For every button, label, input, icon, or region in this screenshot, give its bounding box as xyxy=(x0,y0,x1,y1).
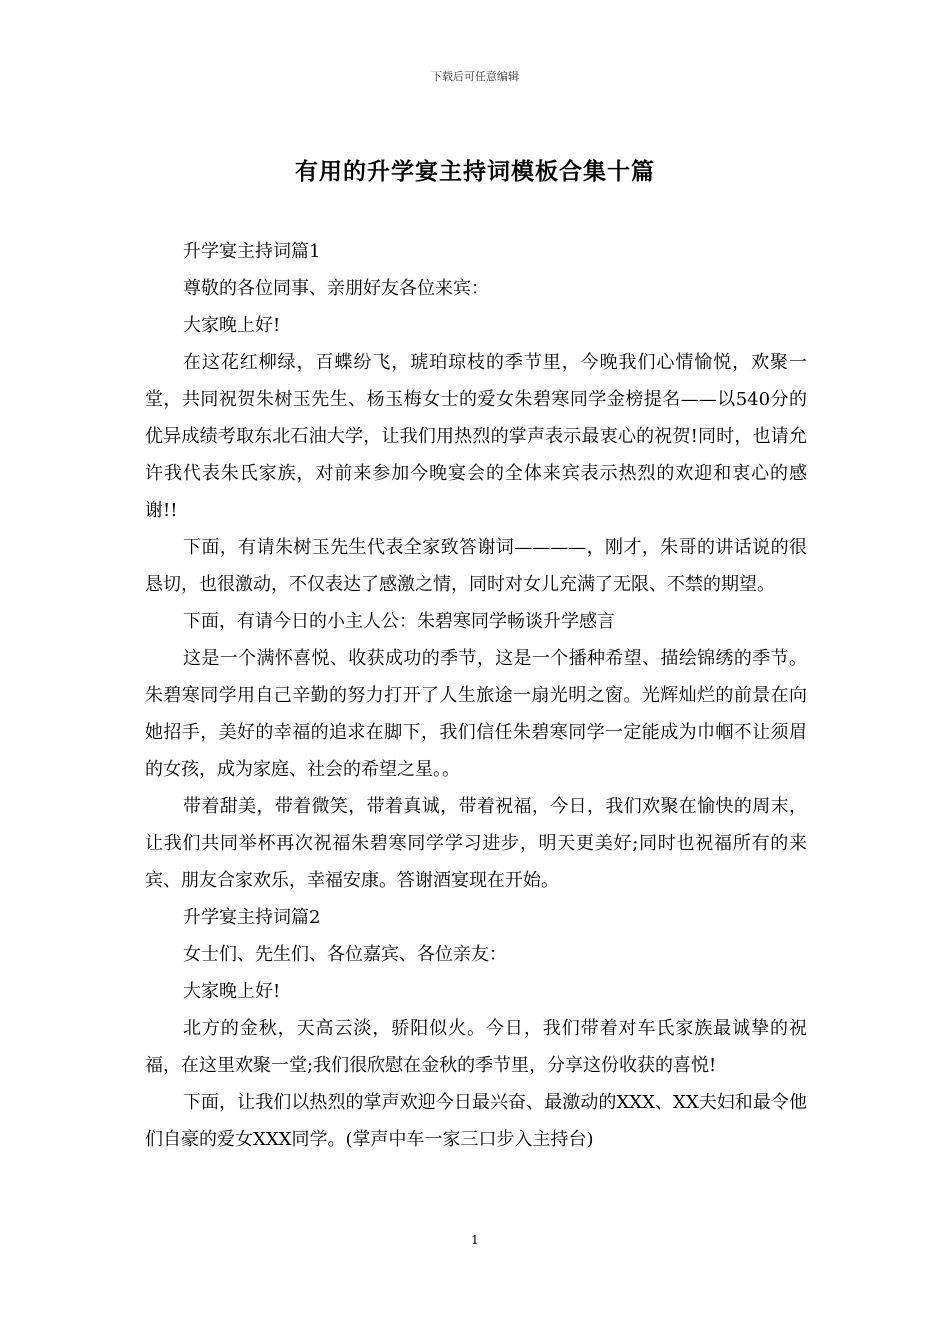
body-paragraph: 下面，有请今日的小主人公：朱碧寒同学畅谈升学感言 xyxy=(183,611,615,632)
body-paragraph: 下面，有请朱树玉先生代表全家致答谢词————，刚才，朱哥的讲话说的很恳切，也很激动，不仅表达了感激之情，同时对女儿充满了无限、不禁的期望。 xyxy=(145,537,807,595)
document-title: 有用的升学宴主持词模板合集十篇 xyxy=(295,159,655,185)
section-heading-2: 升学宴主持词篇2 xyxy=(183,907,321,928)
document-body xyxy=(145,233,807,1158)
greeting-paragraph: 大家晚上好! xyxy=(183,315,281,336)
body-paragraph: 带着甜美，带着微笑，带着真诚，带着祝福，今日，我们欢聚在愉快的周末，让我们共同举杯再次祝福朱碧寒同学学习进步，明天更美好;同时也祝福所有的来宾、朋友合家欢乐，幸福安康。答谢酒宴现在开始。 xyxy=(145,796,807,891)
body-paragraph: 在这花红柳绿，百蝶纷飞，琥珀琼枝的季节里，今晚我们心情愉悦，欢聚一堂，共同祝贺朱树玉先生、杨玉梅女士的爱女朱碧寒同学金榜提名——以540分的优异成绩考取东北石油大学，让我们用热烈的掌声表示最衷心的祝贺!同时，也请允许我代表朱氏家族，对前来参加今晚宴会的全体来宾表示热烈的欢迎和衷心的感谢!! xyxy=(145,352,807,521)
body-paragraph: 下面，让我们以热烈的掌声欢迎今日最兴奋、最激动的XXX、XX夫妇和最令他们自豪的爱女XXX同学。(掌声中车一家三口步入主持台) xyxy=(145,1092,807,1150)
salutation-paragraph: 女士们、先生们、各位嘉宾、各位亲友： xyxy=(183,944,507,965)
body-paragraph: 这是一个满怀喜悦、收获成功的季节，这是一个播种希望、描绘锦绣的季节。朱碧寒同学用自己辛勤的努力打开了人生旅途一扇光明之窗。光辉灿烂的前景在向她招手，美好的幸福的追求在脚下，我们信任朱碧寒同学一定能成为巾帼不让须眉的女孩，成为家庭、社会的希望之星。。 xyxy=(145,648,807,780)
page-number: 1 xyxy=(471,1233,479,1247)
page-header-note: 下载后可任意编辑 xyxy=(431,70,519,83)
salutation-paragraph: 尊敬的各位同事、亲朋好友各位来宾： xyxy=(183,278,489,299)
section-heading-1: 升学宴主持词篇1 xyxy=(183,241,321,262)
greeting-paragraph: 大家晚上好! xyxy=(183,981,281,1002)
body-paragraph: 北方的金秋，天高云淡，骄阳似火。今日，我们带着对车氏家族最诚挚的祝福，在这里欢聚一堂;我们很欣慰在金秋的季节里，分享这份收获的喜悦! xyxy=(145,1018,807,1076)
